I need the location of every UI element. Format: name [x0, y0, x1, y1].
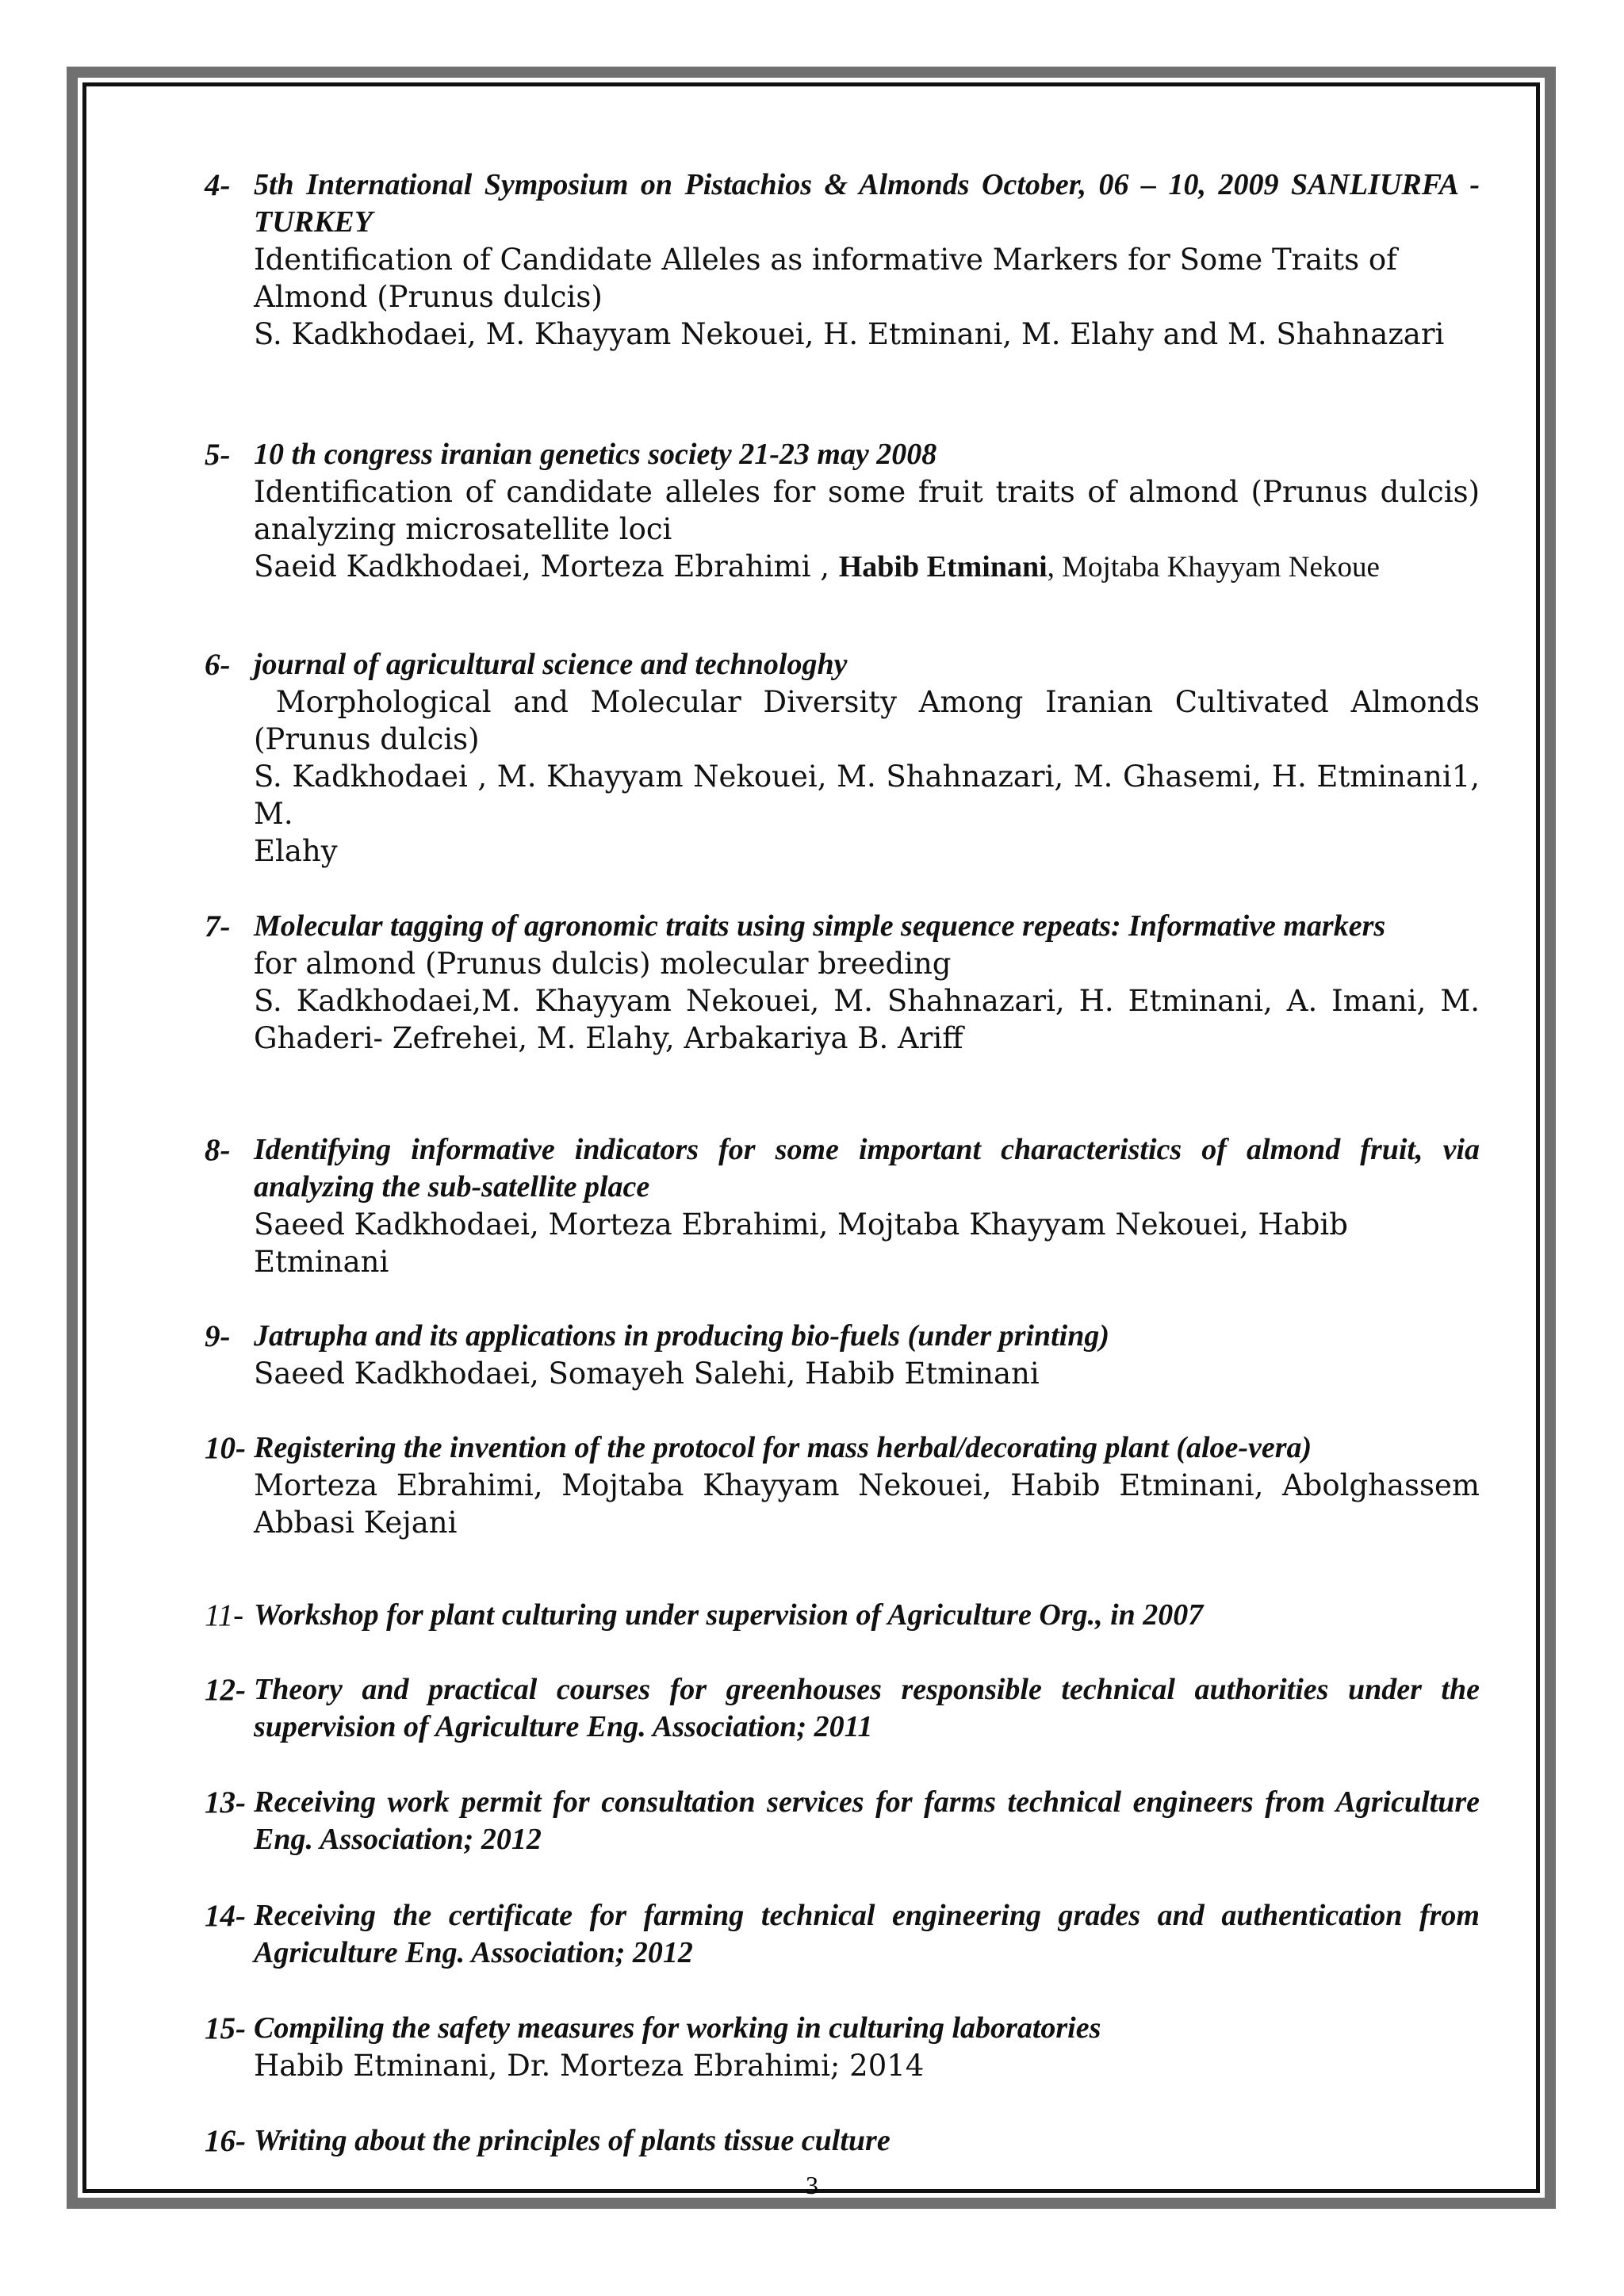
- item-authors: Saeed Kadkhodaei, Morteza Ebrahimi, Mojtaba Khayyam Nekouei, Habib Etminani: [254, 1207, 1348, 1279]
- list-item: [205, 908, 1480, 1057]
- item-title: Molecular tagging of agronomic traits using simple sequence repeats: Informative markers: [254, 909, 1386, 943]
- item-number: 5-: [205, 438, 231, 472]
- list-item: [205, 1131, 1480, 1280]
- item-title: Jatrupha and its applications in producing bio-fuels (under printing): [254, 1319, 1110, 1353]
- item-line: Morphological and Molecular Diversity Among Iranian Cultivated Almonds: [254, 685, 1480, 719]
- item-title: journal of agricultural science and technologhy: [254, 648, 848, 681]
- list-item: [205, 2122, 1480, 2160]
- page-number: 3: [806, 2171, 818, 2199]
- item-number: 8-: [205, 1133, 231, 1167]
- item-line: Almond (Prunus dulcis): [254, 280, 603, 314]
- item-number: 13-: [205, 1785, 246, 1820]
- list-item: [205, 2010, 1480, 2084]
- item-number: 16-: [205, 2124, 246, 2158]
- item-title: Receiving the certificate for farming technical engineering grades and authentication from Agriculture Eng. Association; 2012: [254, 1899, 1480, 1969]
- item-authors: S. Kadkhodaei , M. Khayyam Nekouei, M. Shahnazari, M. Ghasemi, H. Etminani1,: [254, 760, 1480, 794]
- item-authors: S. Kadkhodaei, M. Khayyam Nekouei, H. Etminani, M. Elahy and M. Shahnazari: [254, 317, 1445, 351]
- item-line: Identification of candidate alleles for some fruit traits of almond (Prunus dulcis): [254, 475, 1480, 509]
- item-number: 6-: [205, 648, 231, 682]
- list-item: [205, 646, 1480, 870]
- list-item: [205, 1429, 1480, 1541]
- item-number: 10-: [205, 1431, 246, 1465]
- list-item: [205, 1897, 1480, 1972]
- item-title: 10 th congress iranian genetics society 21-23 may 2008: [254, 438, 937, 471]
- item-line: (Prunus dulcis): [254, 722, 480, 756]
- authors-bold: Habib Etminani: [838, 550, 1048, 584]
- item-title: Theory and practical courses for greenhouses responsible technical authorities under the supervision of Agriculture Eng. Association; 2011: [254, 1673, 1480, 1743]
- list-item: [205, 436, 1480, 586]
- item-title: Receiving work permit for consultation services for farms technical engineers from Agriculture Eng. Association; 2012: [254, 1785, 1480, 1856]
- item-number: 9-: [205, 1319, 231, 1353]
- item-authors: [254, 548, 1480, 586]
- list-item: [205, 1784, 1480, 1858]
- item-title: Compiling the safety measures for working in culturing laboratories: [254, 2011, 1101, 2045]
- item-authors: M.: [254, 797, 293, 831]
- item-authors: Ghaderi- Zefrehei, M. Elahy, Arbakariya B. Ariff: [254, 1021, 963, 1055]
- item-authors: S. Kadkhodaei,M. Khayyam Nekouei, M. Shahnazari, H. Etminani, A. Imani, M.: [254, 984, 1480, 1018]
- item-number: 11-: [205, 1598, 244, 1632]
- authors-prefix: Saeid Kadkhodaei, Morteza Ebrahimi ,: [254, 549, 839, 584]
- item-authors: Abbasi Kejani: [254, 1506, 458, 1540]
- list-item: [205, 166, 1480, 353]
- item-line: analyzing microsatellite loci: [254, 512, 672, 546]
- item-authors: Saeed Kadkhodaei, Somayeh Salehi, Habib Etminani: [254, 1357, 1040, 1391]
- item-authors: Habib Etminani, Dr. Morteza Ebrahimi; 2014: [254, 2049, 925, 2083]
- item-title: 5th International Symposium on Pistachios & Almonds October, 06 – 10, 2009 SANLIURFA - TURKEY: [254, 168, 1480, 239]
- item-title: Identifying informative indicators for some important characteristics of almond fruit, via analyzing the sub-satellite place: [254, 1133, 1480, 1203]
- item-title: Writing about the principles of plants tissue culture: [254, 2124, 891, 2157]
- item-title: Registering the invention of the protocol for mass herbal/decorating plant (aloe-vera): [254, 1431, 1312, 1464]
- item-number: 12-: [205, 1673, 246, 1707]
- list-item: [205, 1671, 1480, 1746]
- item-title: Workshop for plant culturing under supervision of Agriculture Org., in 2007: [254, 1598, 1204, 1632]
- authors-suffix: , Mojtaba Khayyam Nekoue: [1047, 551, 1380, 584]
- list-item: [205, 1318, 1480, 1392]
- item-number: 7-: [205, 909, 231, 943]
- item-number: 14-: [205, 1899, 246, 1933]
- item-line: Identification of Candidate Alleles as informative Markers for Some Traits of: [254, 243, 1397, 277]
- item-number: 4-: [205, 168, 231, 202]
- item-authors: Elahy: [254, 834, 338, 868]
- item-number: 15-: [205, 2011, 246, 2045]
- item-line: for almond (Prunus dulcis) molecular breeding: [254, 947, 952, 981]
- list-item: [205, 1597, 1480, 1634]
- item-authors: Morteza Ebrahimi, Mojtaba Khayyam Nekouei, Habib Etminani, Abolghassem: [254, 1468, 1480, 1502]
